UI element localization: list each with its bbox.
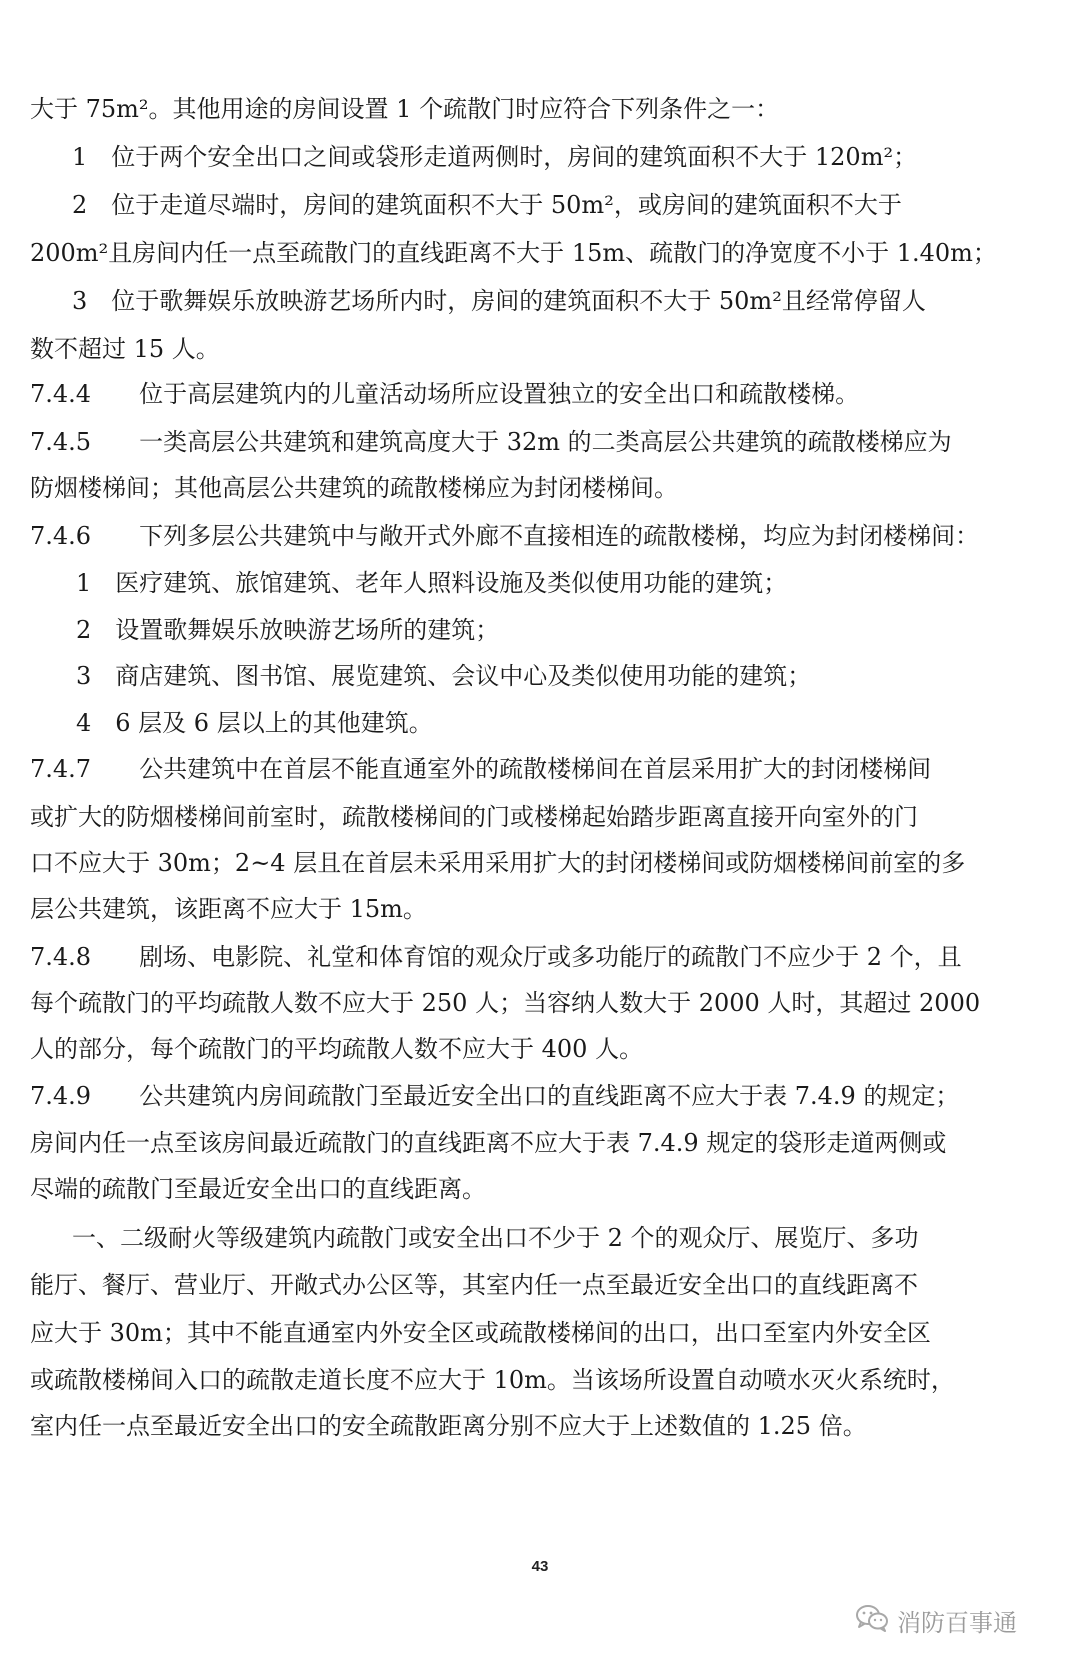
text-line: 1 位于两个安全出口之间或袋形走道两侧时，房间的建筑面积不大于 120m²； bbox=[72, 143, 918, 171]
text-line: 大于 75m²。其他用途的房间设置 1 个疏散门时应符合下列条件之一： bbox=[30, 95, 780, 123]
text-line: 7.4.9 公共建筑内房间疏散门至最近安全出口的直线距离不应大于表 7.4.9 的规定； bbox=[30, 1082, 960, 1110]
text-line: 200m²且房间内任一点至疏散门的直线距离不大于 15m、疏散门的净宽度不小于 1.40m； bbox=[30, 239, 997, 267]
text-line: 层公共建筑，该距离不应大于 15m。 bbox=[30, 895, 427, 923]
watermark-text: 消防百事通 bbox=[897, 1609, 1017, 1637]
text-line: 7.4.6 下列多层公共建筑中与敞开式外廊不直接相连的疏散楼梯，均应为封闭楼梯间： bbox=[30, 522, 980, 550]
text-line: 7.4.4 位于高层建筑内的儿童活动场所应设置独立的安全出口和疏散楼梯。 bbox=[30, 380, 860, 408]
page-number: 43 bbox=[531, 1558, 549, 1575]
text-line: 防烟楼梯间；其他高层公共建筑的疏散楼梯应为封闭楼梯间。 bbox=[30, 474, 678, 502]
text-line: 7.4.5 一类高层公共建筑和建筑高度大于 32m 的二类高层公共建筑的疏散楼梯应为 bbox=[30, 428, 952, 456]
text-line: 7.4.7 公共建筑中在首层不能直通室外的疏散楼梯间在首层采用扩大的封闭楼梯间 bbox=[30, 755, 932, 783]
text-line: 或疏散楼梯间入口的疏散走道长度不应大于 10m。当该场所设置自动喷水灭火系统时， bbox=[30, 1366, 955, 1394]
text-line: 1 医疗建筑、旅馆建筑、老年人照料设施及类似使用功能的建筑； bbox=[76, 569, 788, 597]
text-line: 数不超过 15 人。 bbox=[30, 335, 220, 363]
text-line: 2 设置歌舞娱乐放映游艺场所的建筑； bbox=[76, 616, 500, 644]
text-line: 房间内任一点至该房间最近疏散门的直线距离不应大于表 7.4.9 规定的袋形走道两侧或 bbox=[30, 1129, 947, 1157]
text-line: 3 商店建筑、图书馆、展览建筑、会议中心及类似使用功能的建筑； bbox=[76, 662, 812, 690]
wechat-icon bbox=[855, 1604, 889, 1638]
text-line: 7.4.8 剧场、电影院、礼堂和体育馆的观众厅或多功能厅的疏散门不应少于 2 个，且 bbox=[30, 943, 962, 971]
text-line: 应大于 30m；其中不能直通室内外安全区或疏散楼梯间的出口，出口至室内外安全区 bbox=[30, 1319, 931, 1347]
text-line: 人的部分，每个疏散门的平均疏散人数不应大于 400 人。 bbox=[30, 1035, 644, 1063]
text-line: 室内任一点至最近安全出口的安全疏散距离分别不应大于上述数值的 1.25 倍。 bbox=[30, 1412, 867, 1440]
watermark bbox=[855, 1603, 1017, 1638]
text-line: 能厅、餐厅、营业厅、开敞式办公区等，其室内任一点至最近安全出口的直线距离不 bbox=[30, 1271, 918, 1299]
text-line: 4 6 层及 6 层以上的其他建筑。 bbox=[76, 709, 433, 737]
text-line: 每个疏散门的平均疏散人数不应大于 250 人；当容纳人数大于 2000 人时，其超过 2000 bbox=[30, 989, 981, 1017]
text-line: 口不应大于 30m；2~4 层且在首层未采用采用扩大的封闭楼梯间或防烟楼梯间前室的多 bbox=[30, 849, 966, 877]
text-line: 3 位于歌舞娱乐放映游艺场所内时，房间的建筑面积不大于 50m²且经常停留人 bbox=[72, 287, 926, 315]
text-line: 或扩大的防烟楼梯间前室时，疏散楼梯间的门或楼梯起始踏步距离直接开向室外的门 bbox=[30, 803, 918, 831]
text-line: 2 位于走道尽端时，房间的建筑面积不大于 50m²，或房间的建筑面积不大于 bbox=[72, 191, 902, 219]
text-line: 尽端的疏散门至最近安全出口的直线距离。 bbox=[30, 1175, 486, 1203]
text-line: 一、二级耐火等级建筑内疏散门或安全出口不少于 2 个的观众厅、展览厅、多功 bbox=[72, 1224, 919, 1252]
